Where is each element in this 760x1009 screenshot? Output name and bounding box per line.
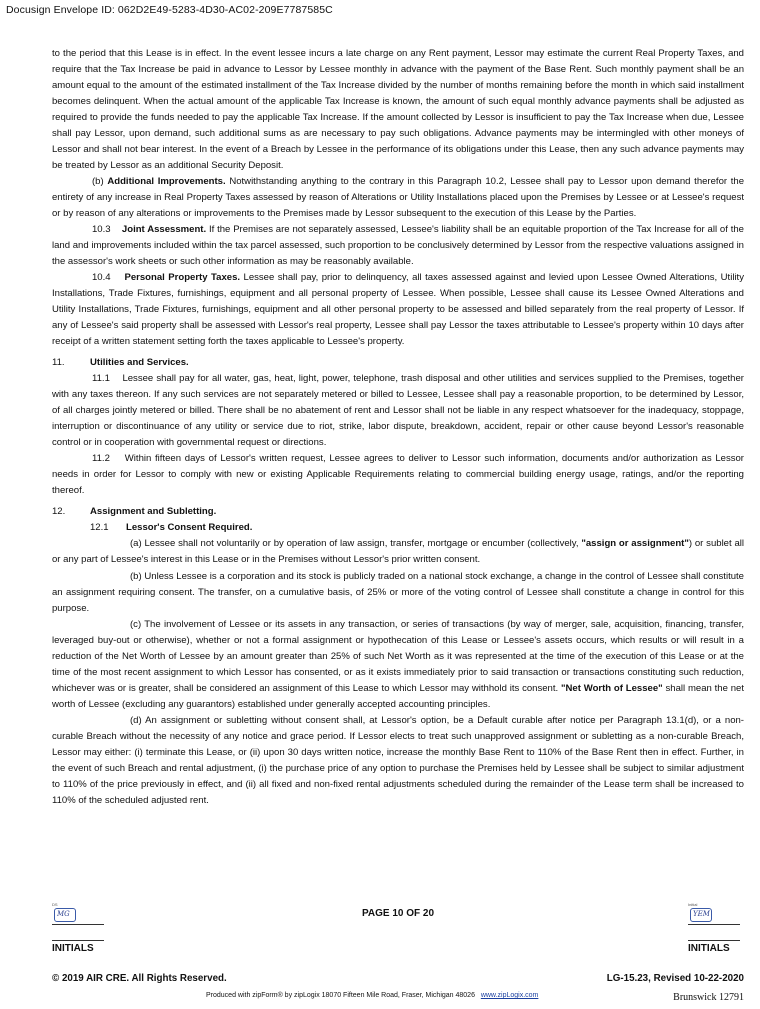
paragraph-label: (b) [92,176,104,188]
initials-label-right: INITIALS [688,940,740,954]
section-title: Utilities and Services. [90,357,189,369]
initials-label-left: INITIALS [52,940,104,954]
initials-signature-text: MG [57,910,70,918]
page-number: PAGE 10 OF 20 [361,908,435,919]
paragraph-text: Lessee shall pay, prior to delinquency, all taxes assessed against and levied upon Lessee Owned Alterations, Utility Installations, Trade Fixtures, furnishings, equipment and all personal property of Lessee. When possible, Lessee shall cause its Lessee Owned Alterations and Utility Installations, Trade Fixtures, furnishings, equipment and all other personal property to be assessed and billed separately from the real property of Lessor. If any of Lessee's said property shall be assessed with Lessor's real property, Lessee shall pay Lessor the taxes attributable to Lessee's property within 10 days after receipt of a written statement setting forth the taxes applicable to Lessee's property. [52,272,744,348]
paragraph-number: 12.1 [90,522,109,534]
paragraph-12-1-heading [52,520,744,536]
paragraph-number: 11.1 [92,373,110,385]
paragraph-text: Lessee shall pay for all water, gas, heat, light, power, telephone, trash disposal and other utilities and services supplied to the Premises, together with any taxes thereon. If any such services are not separately metered or billed to Lessee, Lessee shall pay a reasonable proportion, to be determined by Lessor, of all charges jointly metered or billed. There shall be no abatement of rent and Lessor shall not be liable in any respect whatsoever for the inadequacy, stoppage, interruption or discontinuance of any utility or service due to riot, strike, labor dispute, breakdown, accident, repair or other cause beyond Lessor's reasonable control or in cooperation with governmental request or directions. [52,373,744,449]
initials-tag: DS [52,902,58,907]
section-12-heading [52,504,744,520]
lease-body [52,46,744,809]
paragraph-10-2-a-continued: to the period that this Lease is in effect. In the event lessee incurs a late charge on any Rent payment, Lessor may estimate the current Real Property Taxes, and require that the Tax Increase be paid in advance to Lessor by Lessee monthly in advance with the payment of the Base Rent. Such monthly payment shall be an amount equal to the amount of the estimated installment of the Tax Increase divided by the number of months remaining before the month in which said installment becomes delinquent. When the actual amount of the applicable Tax Increase is known, the amount of such equal monthly advance payments shall be adjusted as required to provide the funds needed to pay the applicable Tax Increase. If the amount collected by Lessor is insufficient to pay the Tax Increase when due, Lessee shall pay Lessor, upon demand, such additional sums as are necessary to pay such obligations. Advance payments may be intermingled with other moneys of Lessor and shall not bear interest. In the event of a Breach by Lessee in the performance of its obligations under this Lease, then any such advance payments may be treated by Lessor as an additional Security Deposit. [52,48,744,172]
paragraph-12-1-c [52,617,744,713]
paragraph-10-2-b [52,174,744,222]
paragraph-10-3 [52,222,744,270]
initials-box-lessee[interactable] [688,904,740,925]
form-id: LG-15.23, Revised 10-22-2020 [606,973,744,984]
paragraph-12-1-d: (d) An assignment or subletting without consent shall, at Lessor's option, be a Default curable after notice per Paragraph 13.1(d), or a non-curable Breach without the necessity of any notice and grace period. If Lessor elects to treat such unapproved assignment or subletting as a non-curable Breach, Lessor may either: (i) terminate this Lease, or (ii) upon 30 days written notice, increase the monthly Base Rent to 110% of the Base Rent then in effect. Further, in the event of such Breach and rental adjustment, (i) the purchase price of any option to purchase the Premises held by Lessee shall be subject to similar adjustment to 110% of the price previously in effect, and (ii) all fixed and non-fixed rental adjustments scheduled during the remainder of the Lease term shall be increased to 110% of the scheduled adjusted rent. [52,714,744,806]
producer-line [206,992,538,999]
paragraph-heading: Lessor's Consent Required. [126,522,253,534]
paragraph-text: shall mean the net worth of Lessee (excluding any guarantors) established under generally accepted accounting principles. [52,682,745,710]
paragraph-11-2 [52,451,744,499]
paragraph-heading: Joint Assessment. [121,224,207,236]
paragraph-number: 10.3 [92,224,111,236]
paragraph-11-1 [52,371,744,451]
copyright: © 2019 AIR CRE. All Rights Reserved. [52,973,227,984]
producer-link[interactable]: www.zipLogix.com [480,992,539,999]
initials-tag: Initial [688,902,698,907]
section-number: 12. [52,506,66,518]
paragraph-number: 11.2 [92,453,110,465]
paragraph-text: (c) The involvement of Lessee or its assets in any transaction, or series of transactions (by way of merger, sale, acquisition, financing, transfer, leveraged buy-out or otherwise), whether or not a formal assignment or hypothecation of this Lease or Lessee's assets occurs, which results or will result in a reduction of the Net Worth of Lessee by an amount greater than 25% of such Net Worth as it was represented at the time of the execution of this Lease or at the time of the most recent assignment to which Lessor has consented, or as it exists immediately prior to said transaction or transactions constituting such reduction, whichever was or is greater, shall be considered an assignment of this Lease to which Lessor may withhold its consent. [52,618,744,694]
initials-signature [690,908,712,922]
section-number: 11. [52,357,65,369]
paragraph-text: Notwithstanding anything to the contrary in this Paragraph 10.2, Lessee shall pay to Lessor upon demand therefor the entirety of any increase in Real Property Taxes assessed by reason of Alterations or Utility Installations placed upon the Premises by Lessee or at Lessee's request or by reason of any alterations or improvements to the Premises made by Lessor subsequent to the execution of this Lease by the Parties. [52,176,745,220]
paragraph-text: If the Premises are not separately assessed, Lessee's liability shall be an equitable proportion of the Tax Increase for all of the land and improvements included within the tax parcel assessed, such proportion to be conclusively determined by Lessor from the respective valuations assigned in the assessor's work sheets or such other information as may be reasonably available. [52,224,744,268]
paragraph-12-1-a [52,536,744,568]
page-footer [52,902,744,954]
transaction-label: Brunswick 12791 [673,992,744,1003]
envelope-id: Docusign Envelope ID: 062D2E49-5283-4D30-AC02-209E7787585C [6,4,333,16]
paragraph-number: 10.4 [92,272,111,284]
paragraph-10-4 [52,270,744,350]
section-11-heading [52,355,744,371]
defined-term: "assign or assignment" [581,538,689,550]
section-title: Assignment and Subletting. [90,506,217,518]
initials-signature-text: YEM [693,910,710,918]
paragraph-text: (a) Lessee shall not voluntarily or by operation of law assign, transfer, mortgage or encumber (collectively, [130,538,579,550]
paragraph-12-1-b: (b) Unless Lessee is a corporation and its stock is publicly traded on a national stock exchange, a change in the control of Lessee shall constitute an assignment requiring consent. The transfer, on a cumulative basis, of 25% or more of the voting control of Lessee shall constitute a change in control for this purpose. [52,570,744,614]
paragraph-text: Within fifteen days of Lessor's written request, Lessee agrees to deliver to Lessor such information, documents and/or authorization as Lessor needs in order for Lessor to comply with new or existing Applicable Requirements relating to commercial building energy usage, ratings, and/or the reporting thereof. [52,453,744,497]
paragraph-heading: Personal Property Taxes. [124,272,241,284]
defined-term: "Net Worth of Lessee" [561,682,663,694]
paragraph-text: ) or sublet all or any part of Lessee's interest in this Lease or in the Premises without Lessor's prior written consent. [52,538,745,566]
producer-text: Produced with zipForm® by zipLogix 18070 Fifteen Mile Road, Fraser, Michigan 48026 [206,992,475,999]
paragraph-heading: Additional Improvements. [107,176,226,188]
